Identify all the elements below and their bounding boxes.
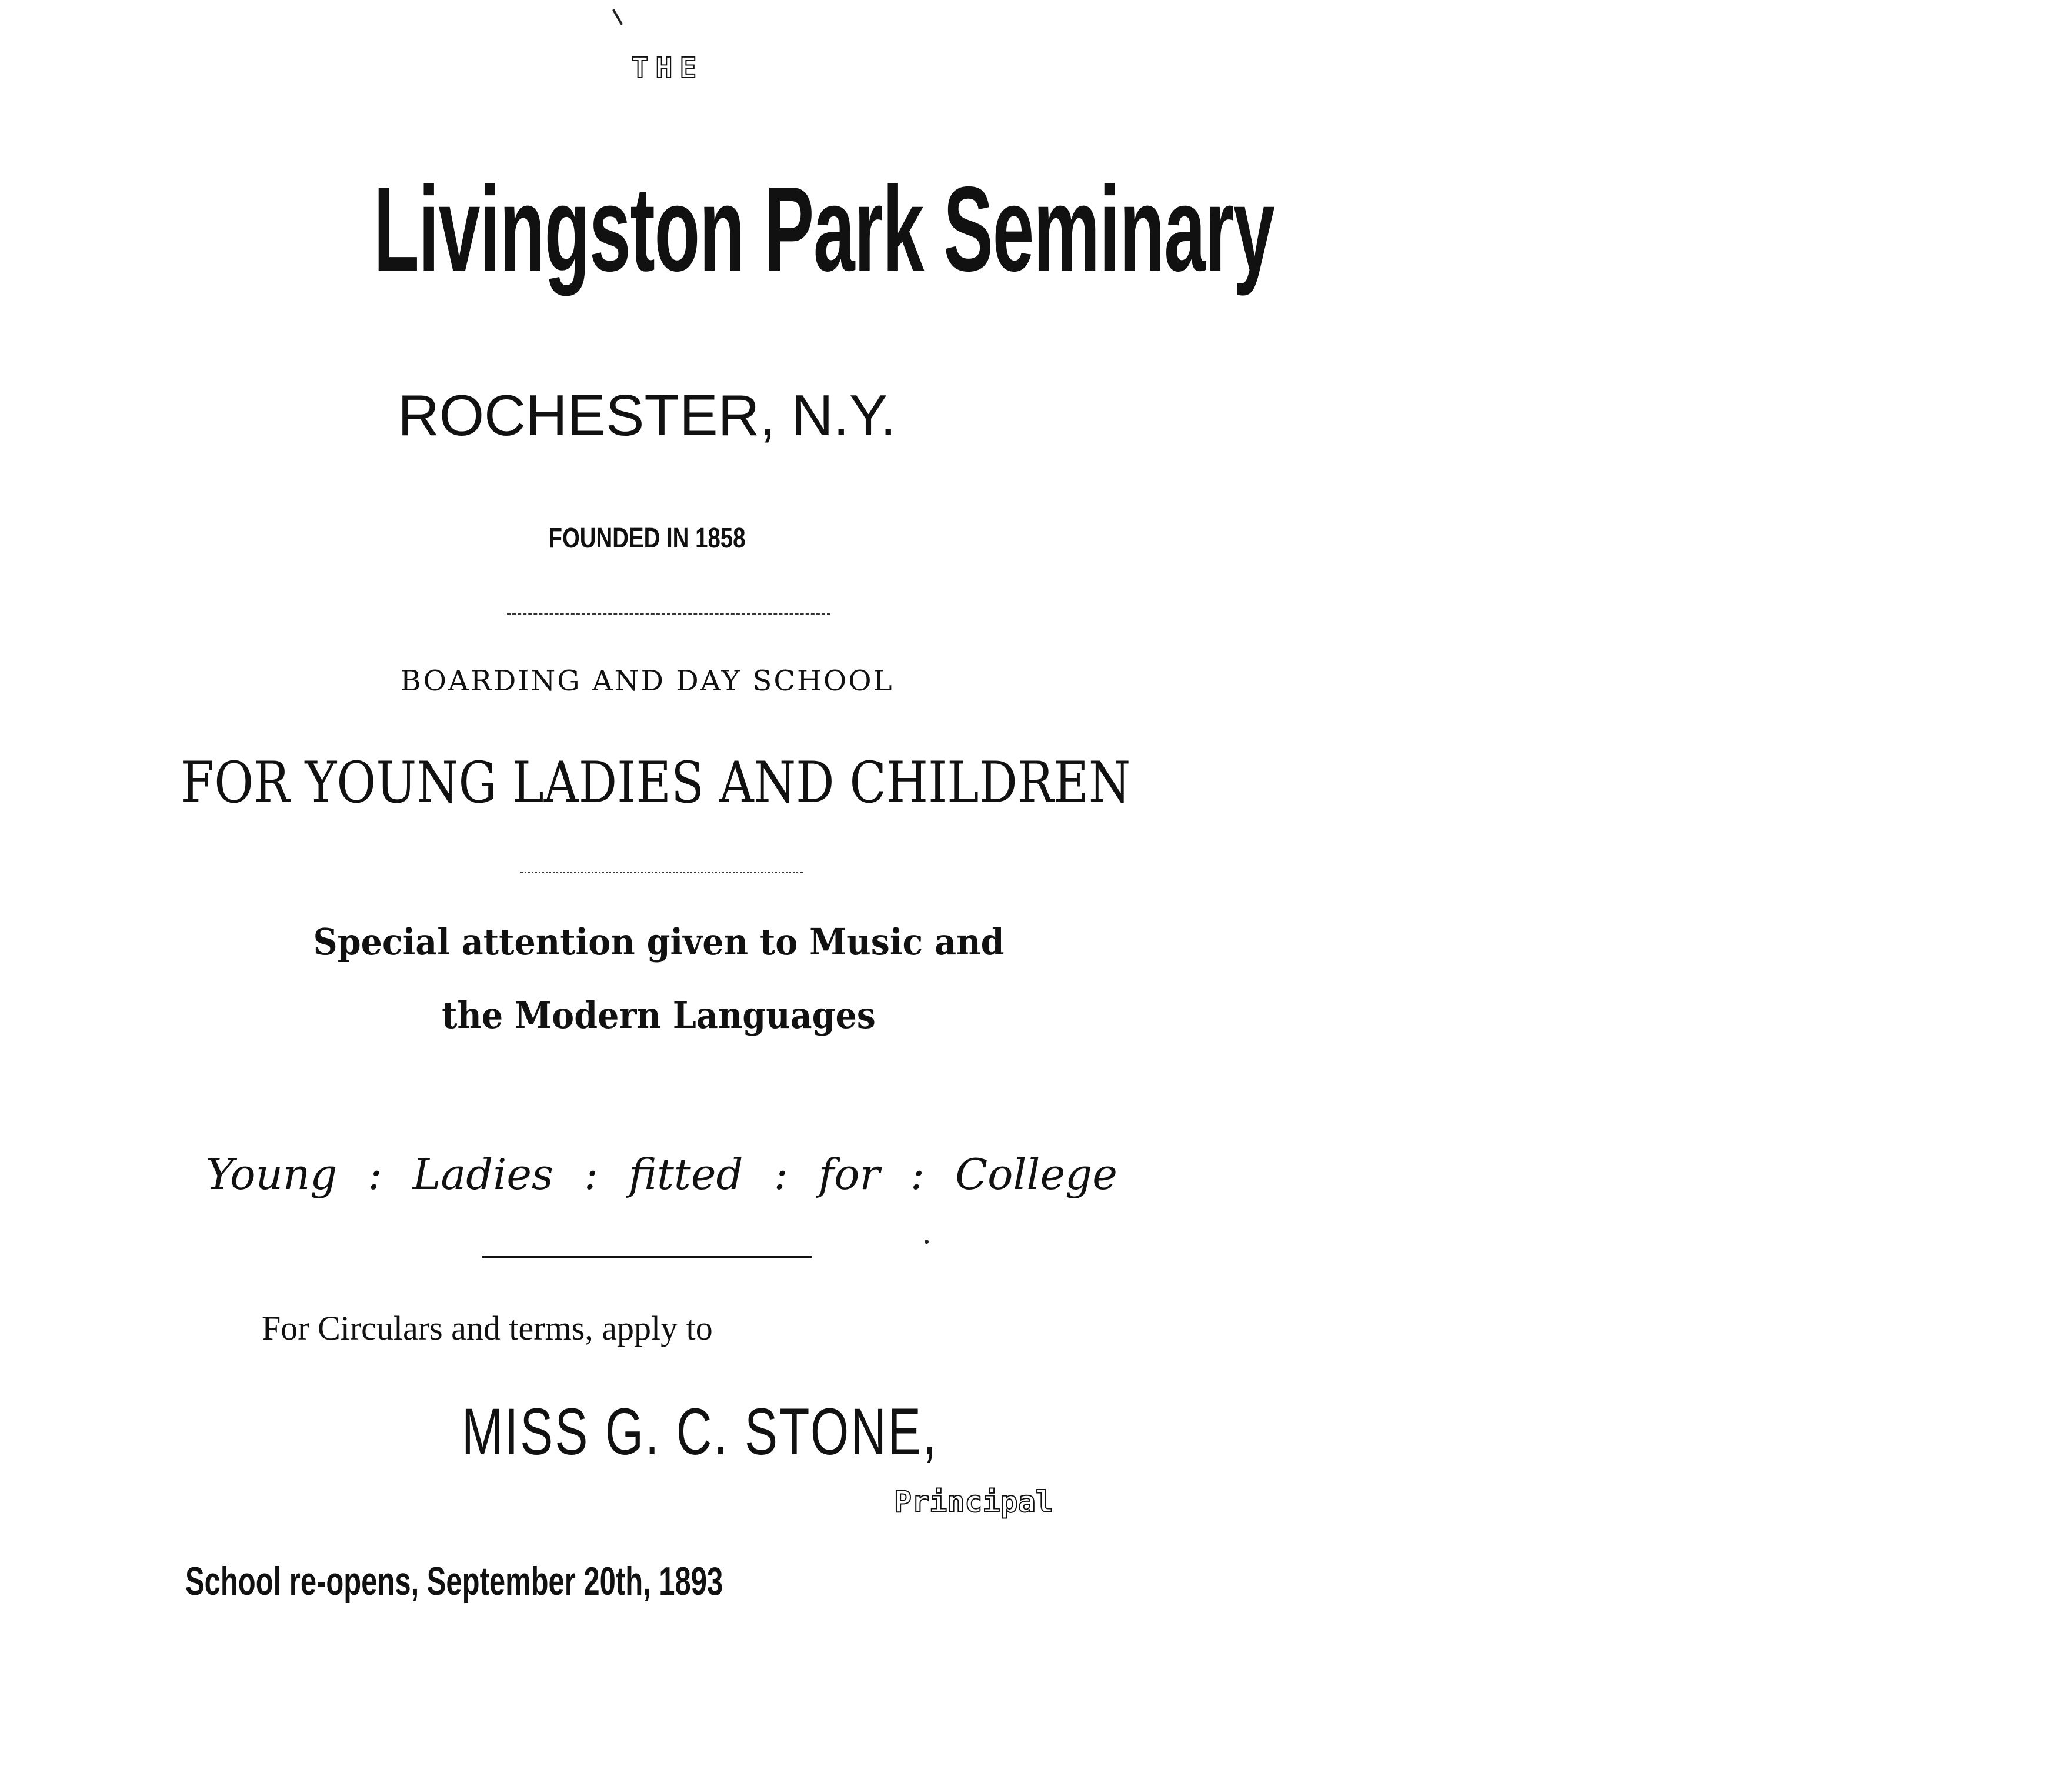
header-the: THE [631, 52, 704, 85]
fitted-separator: : [368, 1150, 382, 1199]
reopen-notice: School re-opens, September 20th, 1893 [185, 1559, 723, 1604]
special-attention-line-1: Special attention given to Music and [313, 920, 1005, 963]
ink-speck [925, 1240, 929, 1244]
school-type-line: BOARDING AND DAY SCHOOL [400, 665, 894, 697]
fitted-word: College [955, 1150, 1117, 1199]
fitted-word: fitted [628, 1150, 743, 1199]
principal-title: Principal [894, 1485, 1053, 1519]
divider-rule-2 [520, 872, 803, 873]
divider-rule-1 [507, 613, 830, 615]
fitted-separator: : [773, 1150, 788, 1199]
audience-line: FOR YOUNG LADIES AND CHILDREN [181, 750, 1131, 816]
fitted-word: for [818, 1150, 880, 1199]
fitted-separator: : [910, 1150, 925, 1199]
special-attention-line-2: the Modern Languages [442, 994, 876, 1037]
divider-rule-3 [482, 1256, 812, 1258]
ink-speck [612, 9, 623, 25]
founded-line: FOUNDED IN 1858 [548, 523, 746, 554]
city-line: ROCHESTER, N.Y. [398, 383, 896, 448]
fitted-word: Young [206, 1150, 338, 1199]
circulars-line: For Circulars and terms, apply to [262, 1309, 713, 1347]
fitted-separator: : [583, 1150, 599, 1199]
principal-name: MISS G. C. STONE, [462, 1395, 939, 1468]
college-prep-line [206, 1150, 1117, 1199]
page-title: Livingston Park Seminary [373, 162, 1274, 296]
fitted-word: Ladies [412, 1150, 553, 1199]
